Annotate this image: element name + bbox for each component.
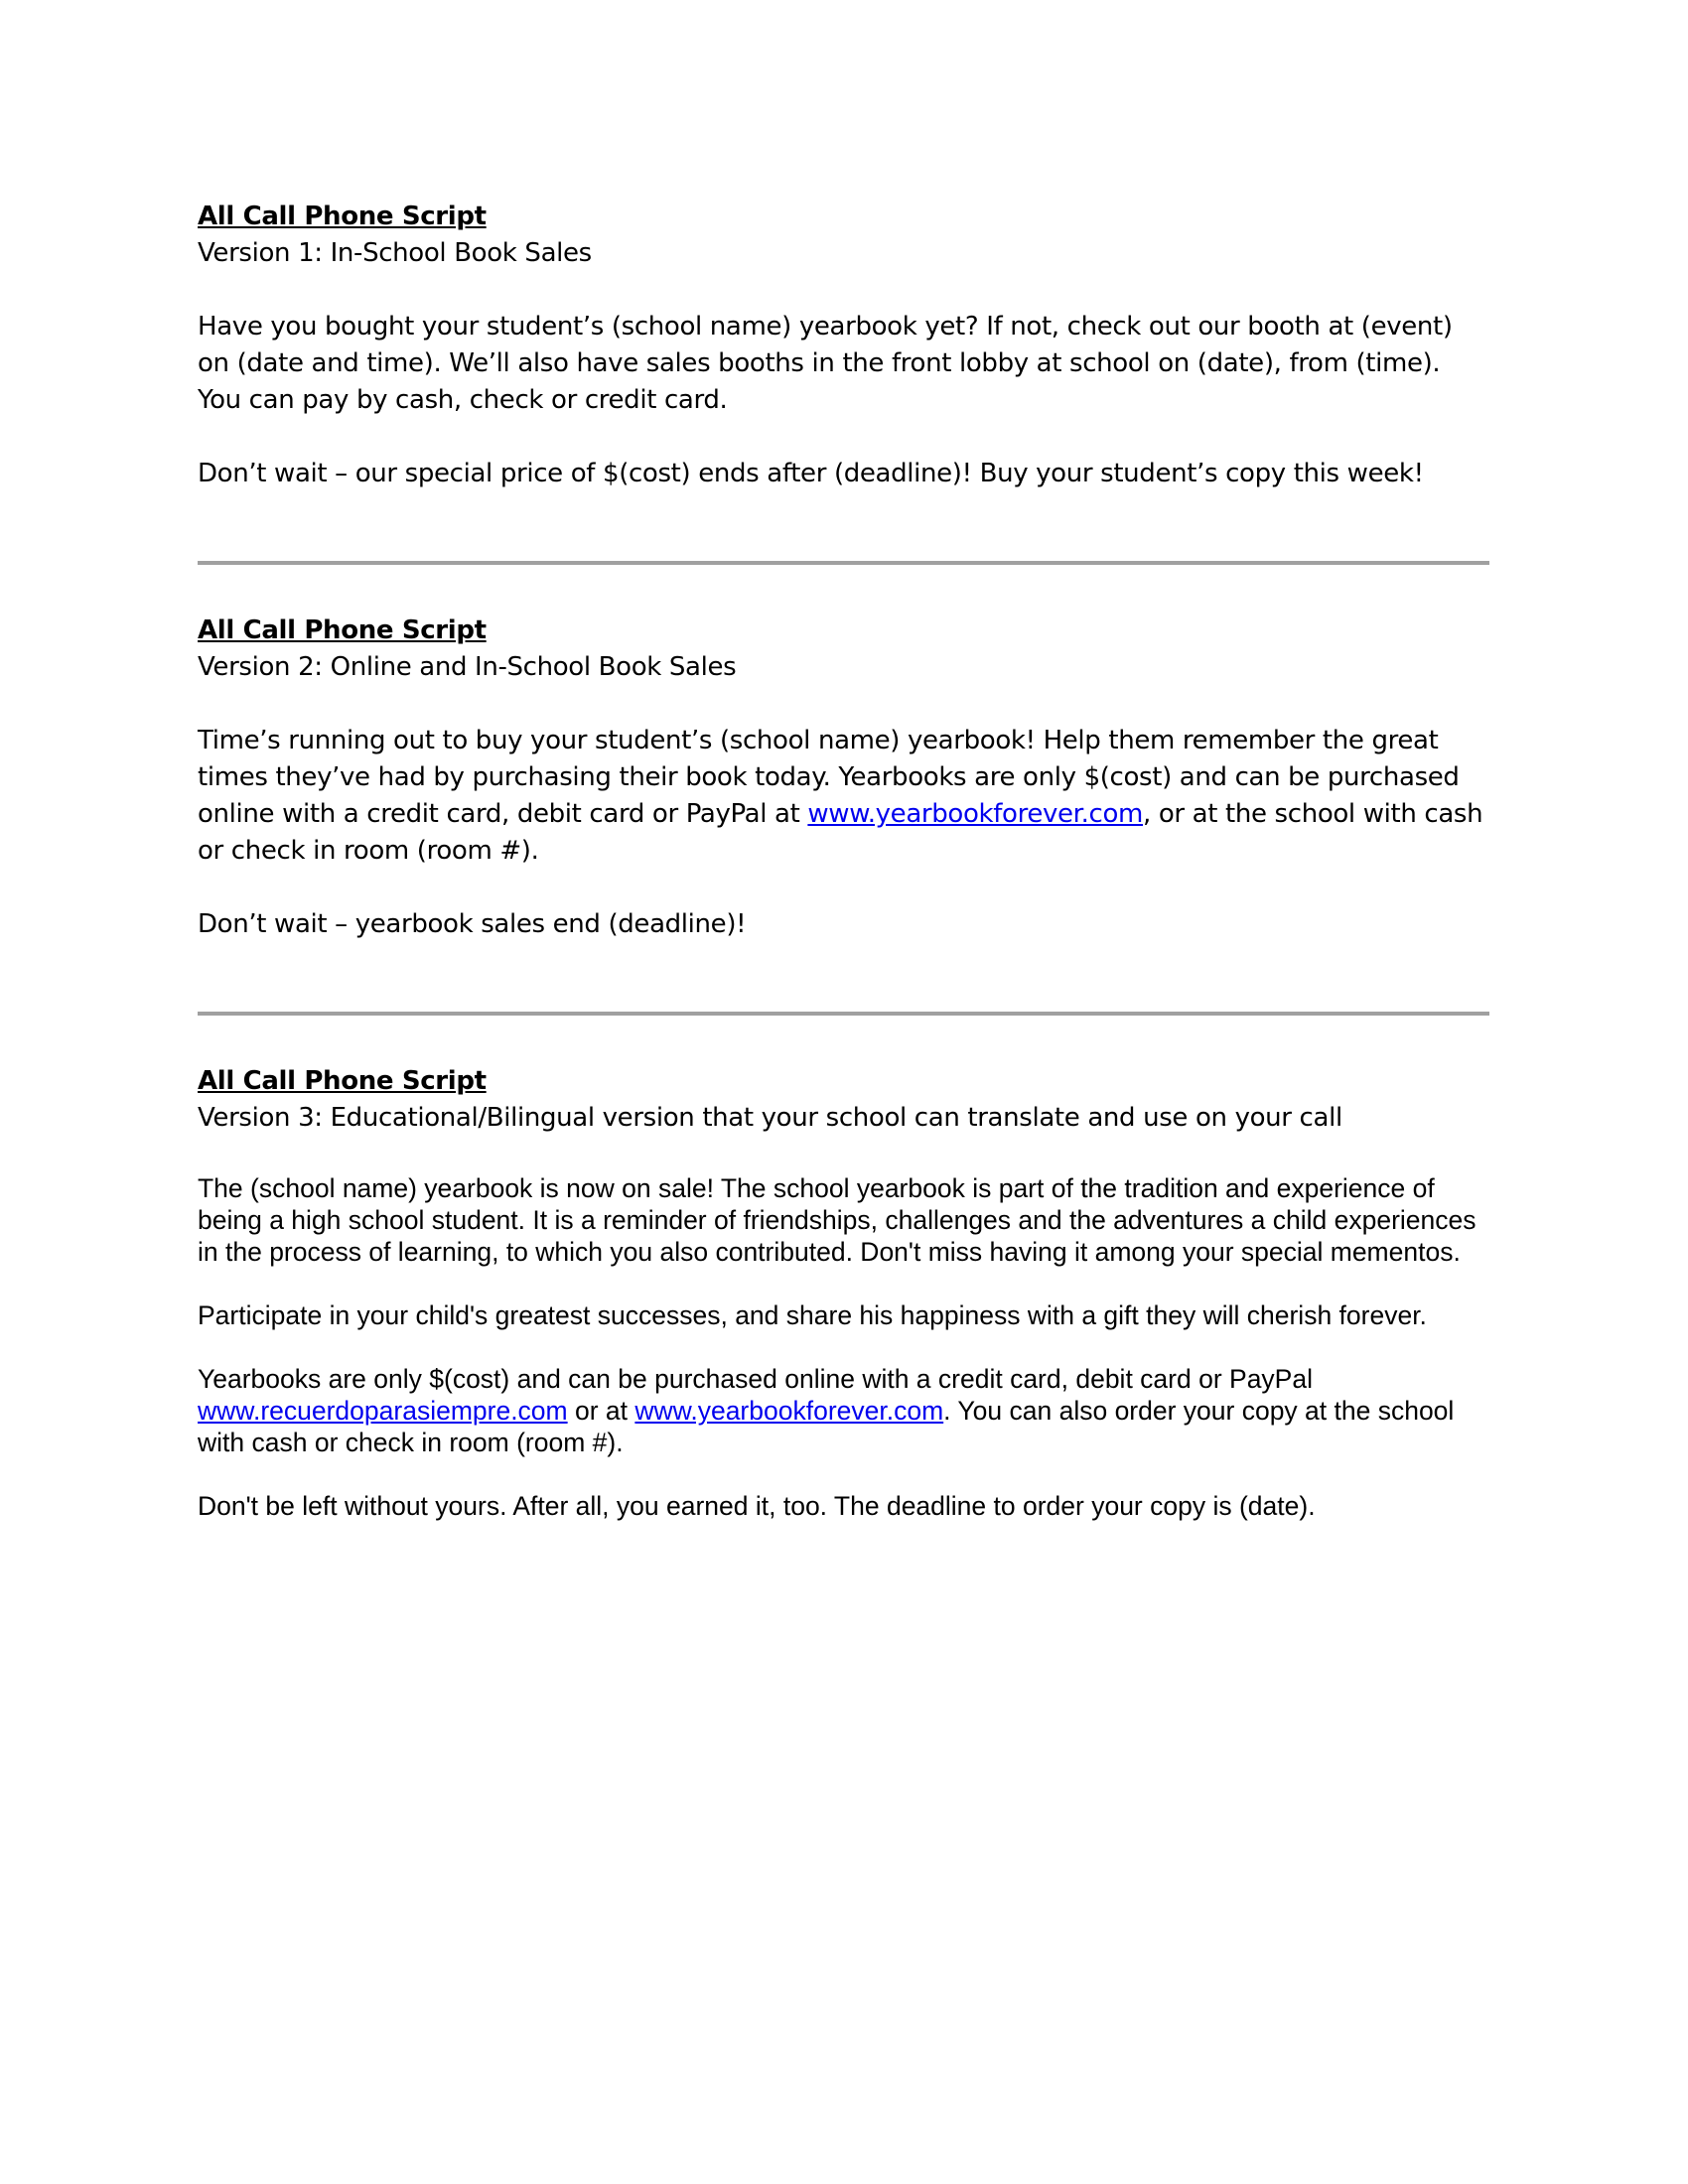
script-paragraph: Have you bought your student’s (school name) yearbook yet? If not, check out our booth at (event) on (date and time). We’ll also have sales booths in the front lobby at school on (date), from (time). You can pay by cash, check or credit card. [198, 312, 1453, 415]
paragraph-text: Yearbooks are only $(cost) and can be purchased online with a credit card, debit card or PayPal [198, 1364, 1313, 1394]
script-section-version-3 [198, 1063, 1488, 1137]
paragraph-text: or at [567, 1396, 635, 1426]
script-paragraph: Don't be left without yours. After all, you earned it, too. The deadline to order your copy is (date). [198, 1491, 1316, 1521]
yearbookforever-link[interactable]: www.yearbookforever.com [807, 799, 1144, 829]
script-version-label: Version 3: Educational/Bilingual version that your school can translate and use on your call [198, 1103, 1342, 1133]
script-paragraph [198, 1363, 1488, 1458]
script-paragraph: Participate in your child's greatest successes, and share his happiness with a gift they will cherish forever. [198, 1300, 1427, 1330]
paragraph-text: , or at the school with cash or check in room (room #). [198, 799, 1483, 866]
script-title: All Call Phone Script [198, 615, 487, 645]
script-paragraph: Don’t wait – yearbook sales end (deadline)! [198, 909, 747, 939]
paragraph-text: Time’s running out to buy your student’s (school name) yearbook! Help them remember the great times they’ve had by purchasing their book today. Yearbooks are only $(cost) and can be purchased online with a credit card, debit card or PayPal at [198, 726, 1460, 829]
yearbookforever-link[interactable]: www.yearbookforever.com [634, 1396, 944, 1426]
script-paragraph [198, 723, 1488, 870]
recuerdoparasiempre-link[interactable]: www.recuerdoparasiempre.com [198, 1396, 568, 1426]
section-divider [198, 1012, 1489, 1016]
script-version-label: Version 2: Online and In-School Book Sales [198, 652, 737, 682]
bilingual-script-body [198, 1172, 1488, 1522]
section-divider [198, 561, 1489, 565]
script-section-version-2 [198, 613, 1488, 943]
script-paragraph: Don’t wait – our special price of $(cost) ends after (deadline)! Buy your student’s copy this week! [198, 459, 1424, 488]
script-paragraph: The (school name) yearbook is now on sale! The school yearbook is part of the tradition and experience of being a high school student. It is a reminder of friendships, challenges and the adventures a child experiences in the process of learning, to which you also contributed. Don't miss having it among your special mementos. [198, 1173, 1477, 1267]
script-version-label: Version 1: In-School Book Sales [198, 238, 592, 268]
script-section-version-1 [198, 199, 1488, 492]
document-page [198, 199, 1488, 1522]
paragraph-text: . You can also order your copy at the school with cash or check in room (room #). [198, 1396, 1455, 1457]
script-title: All Call Phone Script [198, 202, 487, 231]
script-title: All Call Phone Script [198, 1066, 487, 1096]
